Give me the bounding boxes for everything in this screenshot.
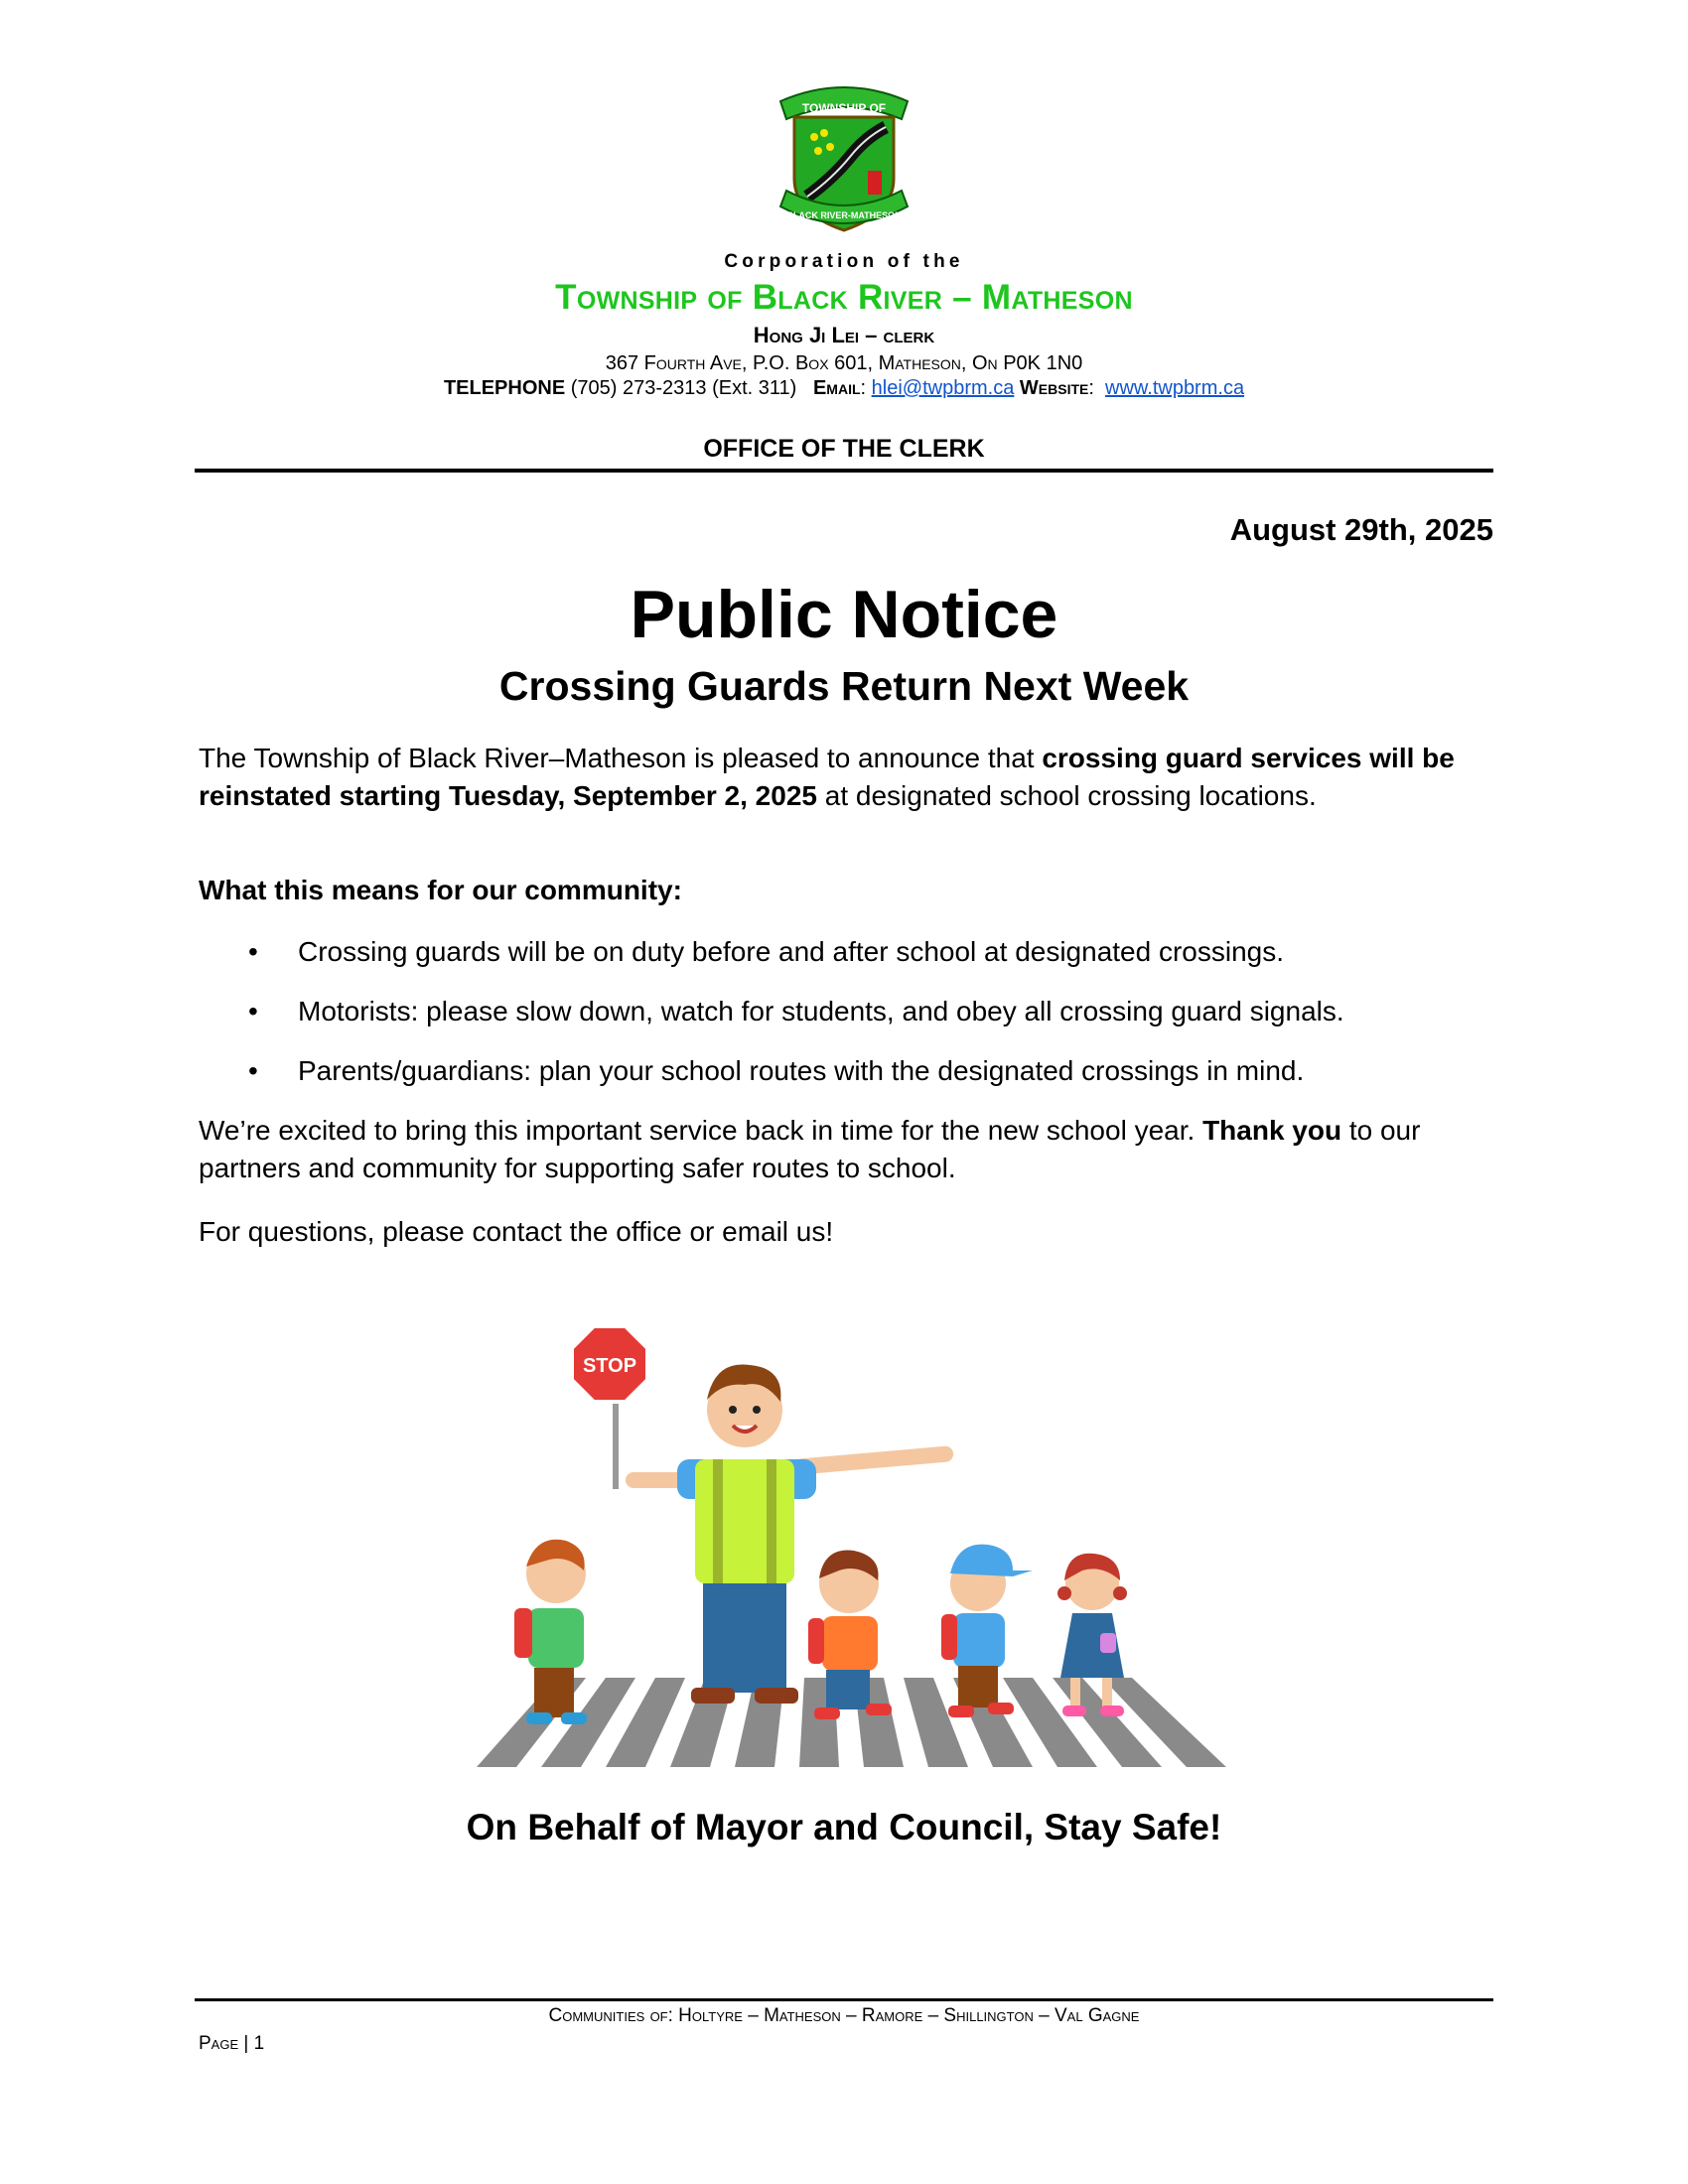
footer-divider [195,1998,1493,2001]
township-crest-logo [763,79,925,242]
header-divider [195,469,1493,473]
email-label: Email [812,377,861,399]
crossing-guard-illustration [457,1310,1231,1777]
intro-paragraph: The Township of Black River–Matheson is pleased to announce that crossing guard services will be reinstated starting Tuesday, September 2, 2025 at designated school crossing locations. [199,743,1455,811]
corporation-label: Corporation of the [724,251,964,272]
footer-communities: Communities of: Holtyre – Matheson – Ramore – Shillington – Val Gagne [548,2005,1140,2026]
notice-subtitle: Crossing Guards Return Next Week [498,663,1190,709]
list-item: • Motorists: please slow down, watch for students, and obey all crossing guard signals. [199,993,1493,1030]
address-line: 367 Fourth Ave, P.O. Box 601, Matheson, On P0K 1N0 [605,352,1083,374]
clerk-name: Hong Ji Lei – clerk [753,323,935,347]
svg-text:BLACK RIVER-MATHESON: BLACK RIVER-MATHESON [786,210,902,220]
township-name: Township of Black River – Matheson [555,278,1133,317]
office-title: OFFICE OF THE CLERK [703,435,985,463]
telephone-label: TELEPHONE [443,377,566,399]
website-label: Website [1019,377,1089,399]
email-link[interactable]: hlei@twpbrm.ca [871,377,1015,399]
questions-paragraph: For questions, please contact the office or email us! [199,1216,834,1247]
list-item: • Parents/guardians: plan your school routes with the designated crossings in mind. [199,1052,1493,1090]
notice-title: Public Notice [630,577,1058,652]
notice-date: August 29th, 2025 [1229,512,1493,547]
contact-line: TELEPHONE (705) 273-2313 (Ext. 311) Email: hlei@twpbrm.ca Website: www.twpbrm.ca [443,377,1245,399]
thanks-paragraph: We’re excited to bring this important service back in time for the new school year. Thank you to our partners and community for supporting safer routes to school. [199,1115,1421,1183]
page-number: Page | 1 [199,2033,265,2054]
website-link[interactable]: www.twpbrm.ca [1105,377,1245,399]
list-item: • Crossing guards will be on duty before and after school at designated crossings. [199,933,1493,971]
telephone-number: (705) 273-2313 (Ext. 311) [570,377,797,399]
community-heading: What this means for our community: [199,875,682,905]
svg-text:STOP: STOP [582,1355,637,1377]
closing-message: On Behalf of Mayor and Council, Stay Safe! [466,1807,1222,1847]
svg-text:TOWNSHIP OF: TOWNSHIP OF [801,101,887,115]
community-bullet-list [199,933,1493,1112]
